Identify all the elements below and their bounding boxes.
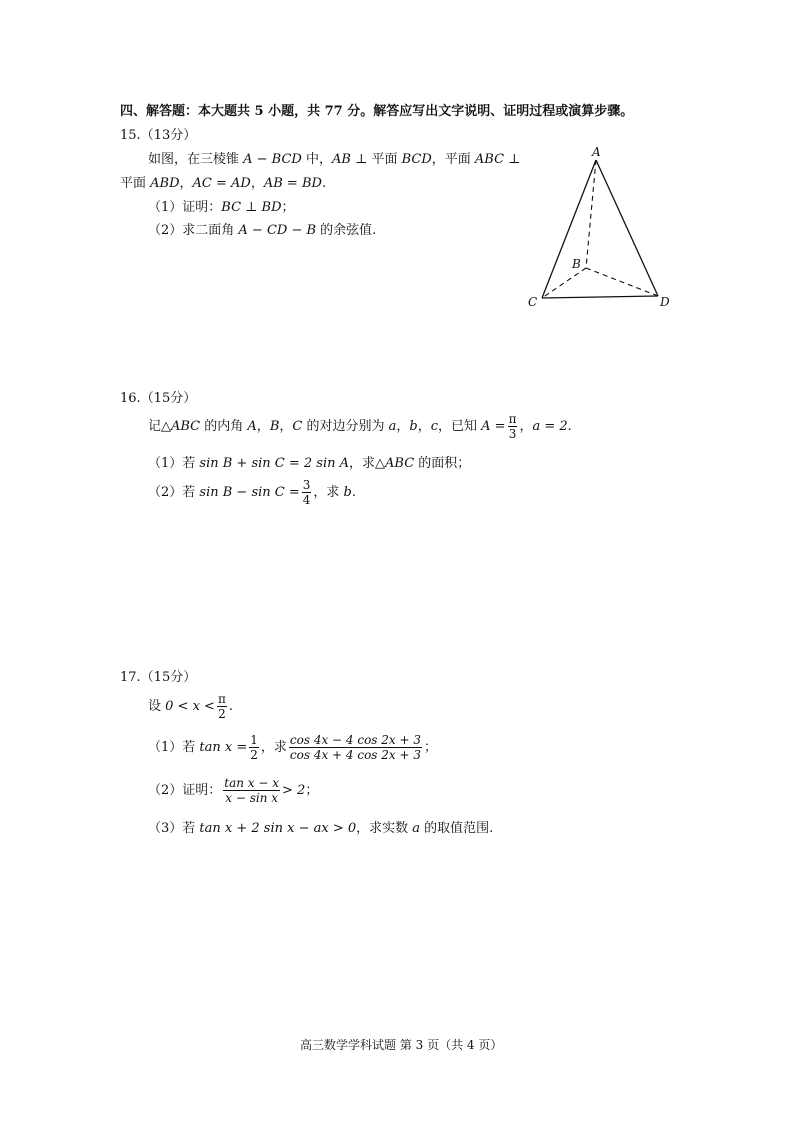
q17-number: 17.（15分）: [120, 670, 197, 685]
label-D: D: [660, 295, 670, 309]
q15-stem-line1: 如图，在三棱锥 A − BCD 中，AB ⊥ 平面 BCD，平面 ABC ⊥: [148, 152, 521, 167]
q15-part2: （2）求二面角 A − CD − B 的余弦值.: [148, 223, 377, 238]
q16-part1: （1）若 sin B + sin C = 2 sin A，求△ABC 的面积；: [148, 456, 471, 471]
edge-BC-hidden: [542, 268, 586, 298]
edge-AC: [542, 160, 596, 298]
q16-stem: 记△ABC 的内角 A，B，C 的对边分别为 a，b，c，已知 A = $\frac{\pi}{3}$ ，a = 2.: [148, 412, 572, 441]
section-heading: 四、解答题：本大题共 5 小题，共 77 分。解答应写出文字说明、证明过程或演算步骤。: [120, 104, 634, 119]
q17-part1: （1）若 tan x = $\frac{1}{2}$ ，求 $\frac{\cos 4x - 4 \cos 2x + 3}{\cos 4x + 4 \cos 2x + 3}$ ；: [148, 733, 438, 762]
label-B: B: [572, 257, 581, 271]
edge-CD: [542, 296, 658, 298]
q16-frac-pi-3: $\frac{\pi}{3}$: [508, 412, 517, 441]
q17-big-fraction: $\frac{\cos 4x - 4 \cos 2x + 3}{\cos 4x + 4 \cos 2x + 3}$: [289, 733, 421, 762]
q15-number: 15.（13分）: [120, 128, 197, 143]
page-footer: 高三数学学科试题 第 3 页（共 4 页）: [300, 1038, 503, 1052]
q17-frac-tan: $\frac{\text{tan x − x}}{\text{x − sin x}}$: [224, 776, 280, 805]
q17-stem: 设 0 < x < $\frac{\pi}{2}$ .: [148, 692, 233, 721]
label-C: C: [528, 295, 538, 309]
q17-frac-1-2: $\frac{1}{2}$: [250, 733, 258, 762]
q16-part2: （2）若 sin B − sin C = $\frac{3}{4}$ ，求 b.: [148, 478, 357, 507]
q15-stem-line2: 平面 ABD，AC = AD，AB = BD.: [120, 176, 327, 191]
q16-number: 16.（15分）: [120, 391, 197, 406]
q15-part1: （1）证明：BC ⊥ BD；: [148, 200, 295, 215]
q16-frac-3-4: $\frac{3}{4}$: [302, 478, 311, 507]
q17-part2: （2）证明： $\frac{\text{tan x − x}}{\text{x − sin x}}$ > 2；: [148, 776, 319, 805]
q17-part3: （3）若 tan x + 2 sin x − ax > 0，求实数 a 的取值范围.: [148, 821, 494, 836]
edge-AB-hidden: [586, 160, 596, 268]
label-A: A: [592, 145, 601, 159]
tetrahedron-figure: [520, 140, 680, 315]
q17-frac-pi-2: $\frac{\pi}{2}$: [217, 692, 226, 721]
